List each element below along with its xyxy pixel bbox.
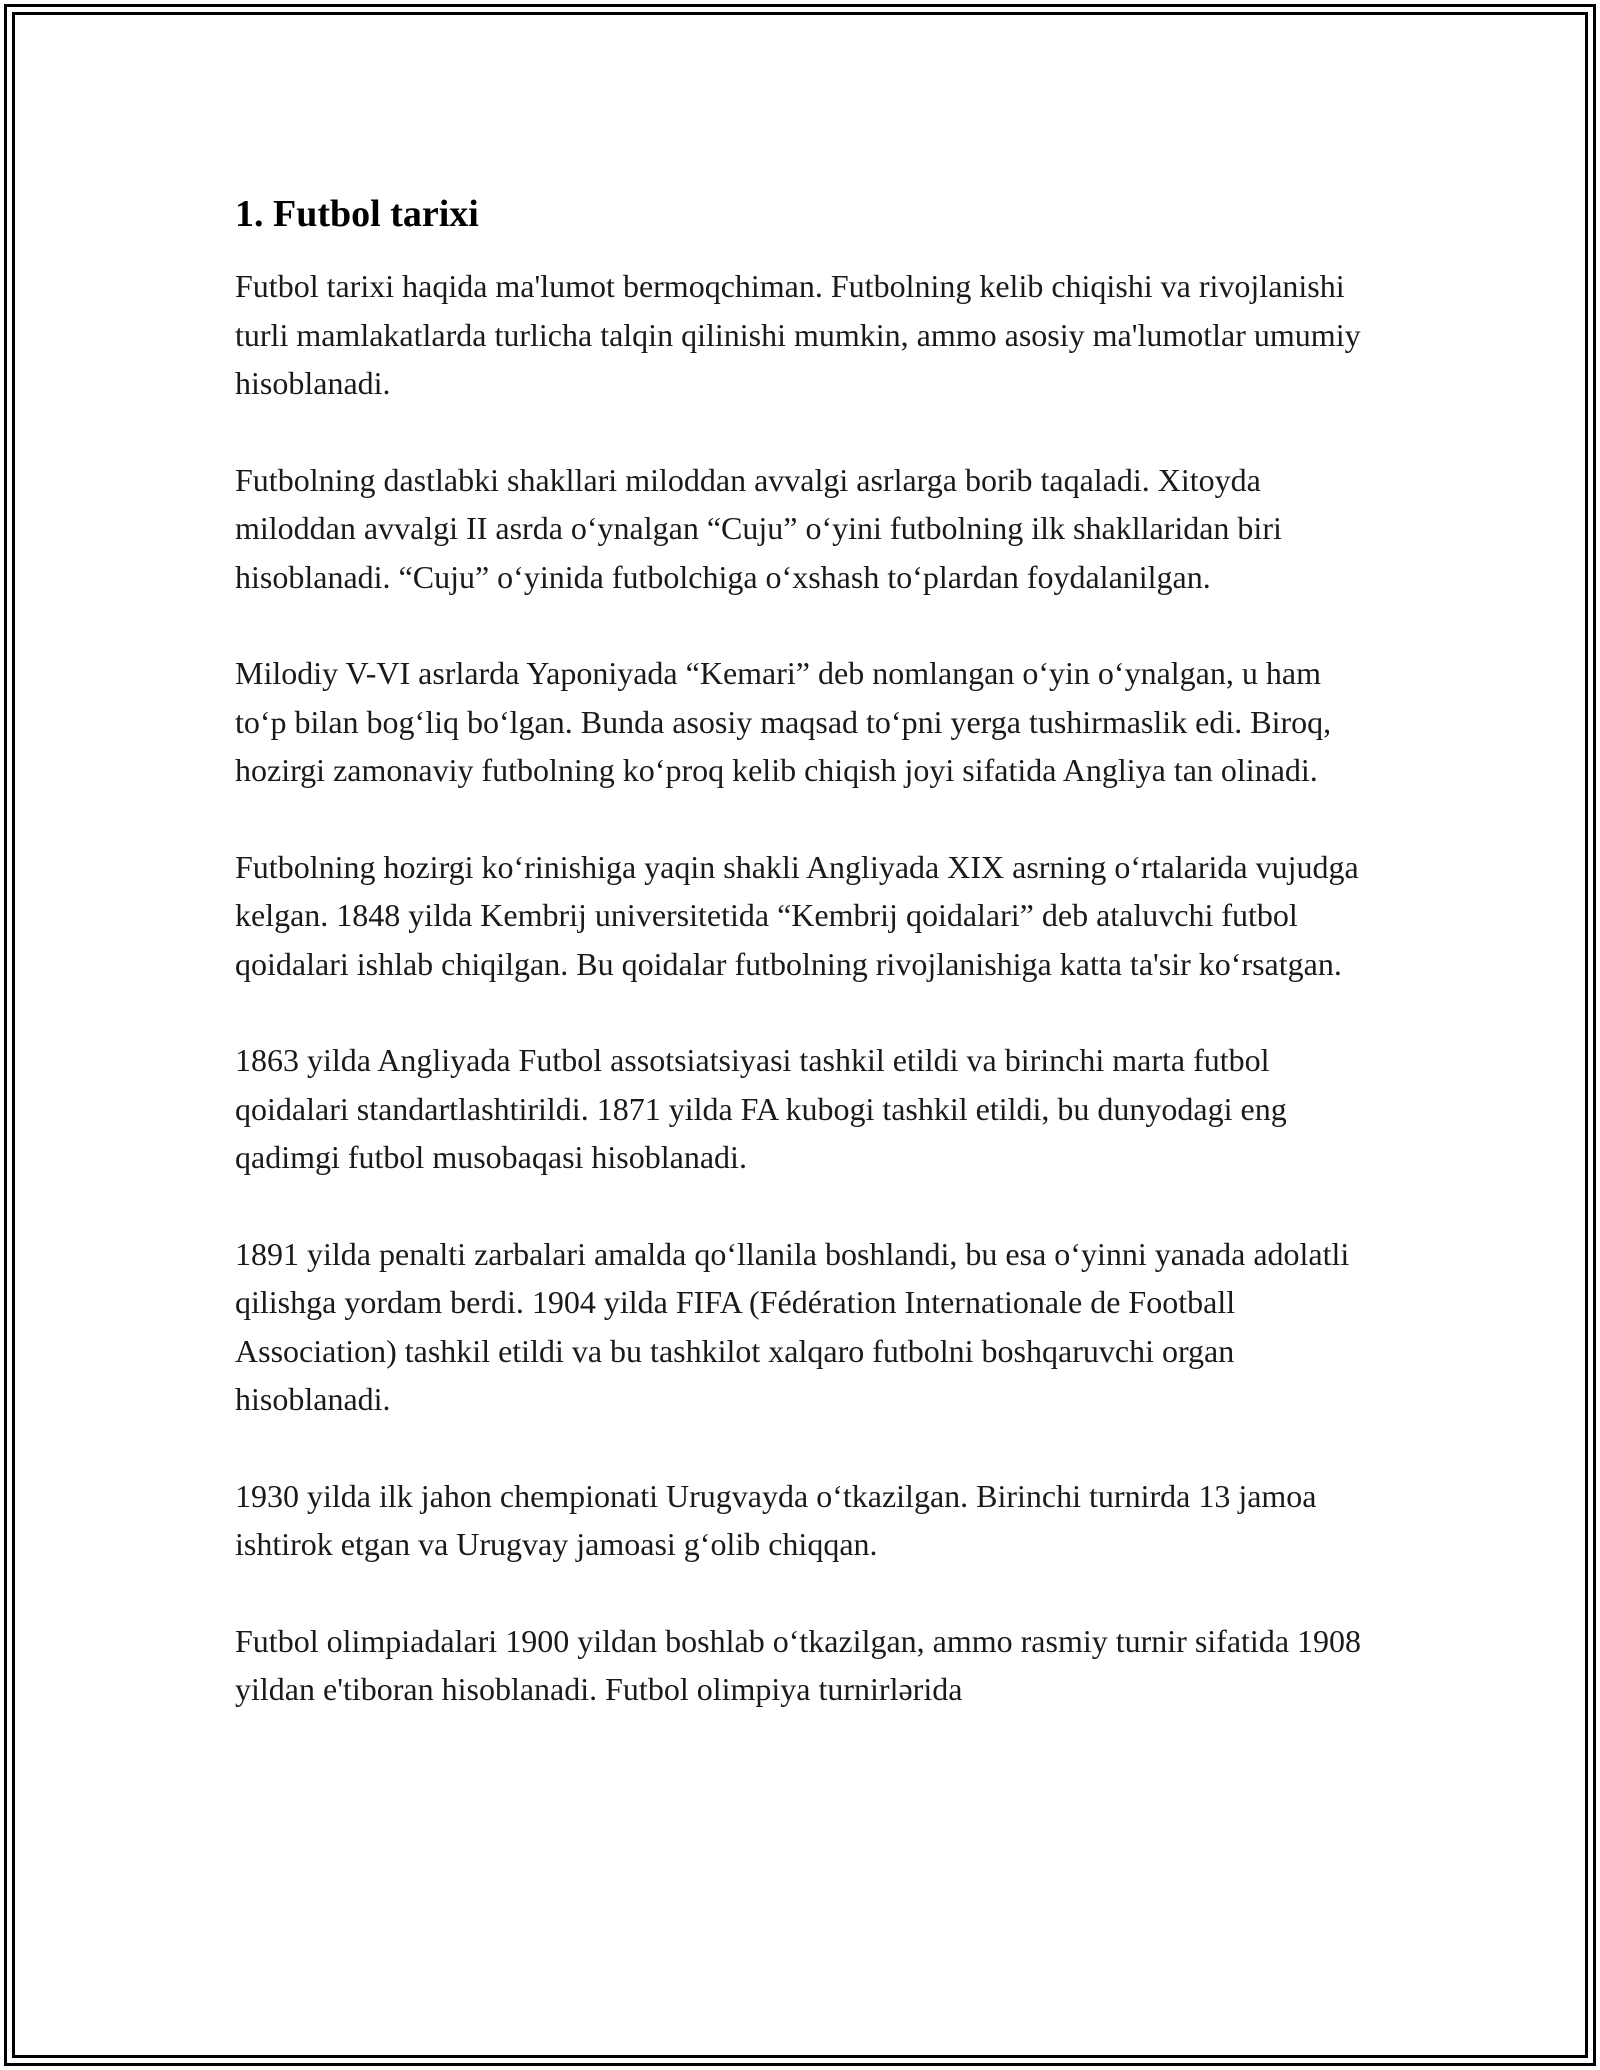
paragraph-olympics: Futbol olimpiadalari 1900 yildan boshlab oʻtkazilgan, ammo rasmiy turnir sifatida 1908 yildan e'tiboran hisoblanadi. Futbol olimpiya turnirlərida [235, 1622, 1362, 1707]
paragraph-cambridge: Futbolning hozirgi koʻrinishiga yaqin shakli Angliyada XIX asrning oʻrtalarida vujudga kelgan. 1848 yilda Kembrij universitetida “Kembrij qoidalari” deb ataluvchi futbol qoidalari ishlab chiqilgan. Bu qoidalar futbolning rivojlanishiga katta ta'sir koʻrsatgan. [235, 848, 1359, 982]
paragraph-world-cup: 1930 yilda ilk jahon chempionati Urugvayda oʻtkazilgan. Birinchi turnirda 13 jamoa ishtirok etgan va Urugvay jamoasi gʻolib chiqqan. [235, 1477, 1317, 1562]
paragraph-intro: Futbol tarixi haqida ma'lumot bermoqchiman. Futbolning kelib chiqishi va rivojlanishi turli mamlakatlarda turlicha talqin qilinishi mumkin, ammo asosiy ma'lumotlar umumiy hisoblanadi. [235, 268, 1361, 401]
document-body [235, 188, 1365, 1762]
section-heading: 1. Futbol tarixi [235, 193, 479, 235]
paragraph-fifa: 1891 yilda penalti zarbalari amalda qoʻllanila boshlandi, bu esa oʻyinni yanada adolatli qilishga yordam berdi. 1904 yilda FIFA (Fédération Internationale de Football Association) tashkil etildi va bu tashkilot xalqaro futbolni boshqaruvchi organ hisoblanadi. [235, 1235, 1350, 1417]
paragraph-fa: 1863 yilda Angliyada Futbol assotsiatsiyasi tashkil etildi va birinchi marta futbol qoidalari standartlashtirildi. 1871 yilda FA kubogi tashkil etildi, bu dunyodagi eng qadimgi futbol musobaqasi hisoblanadi. [235, 1042, 1287, 1175]
paragraph-cuju: Futbolning dastlabki shakllari miloddan avvalgi asrlarga borib taqaladi. Xitoyda miloddan avvalgi II asrda oʻynalgan “Cuju” oʻyini futbolning ilk shakllaridan biri hisoblanadi. “Cuju” oʻyinida futbolchiga oʻxshash toʻplardan foydalanilgan. [235, 461, 1282, 595]
paragraph-kemari: Milodiy V-VI asrlarda Yaponiyada “Kemari” deb nomlangan oʻyin oʻynalgan, u ham toʻp bilan bogʻliq boʻlgan. Bunda asosiy maqsad toʻpni yerga tushirmaslik edi. Biroq, hozirgi zamonaviy futbolning koʻproq kelib chiqish joyi sifatida Angliya tan olinadi. [235, 655, 1332, 788]
